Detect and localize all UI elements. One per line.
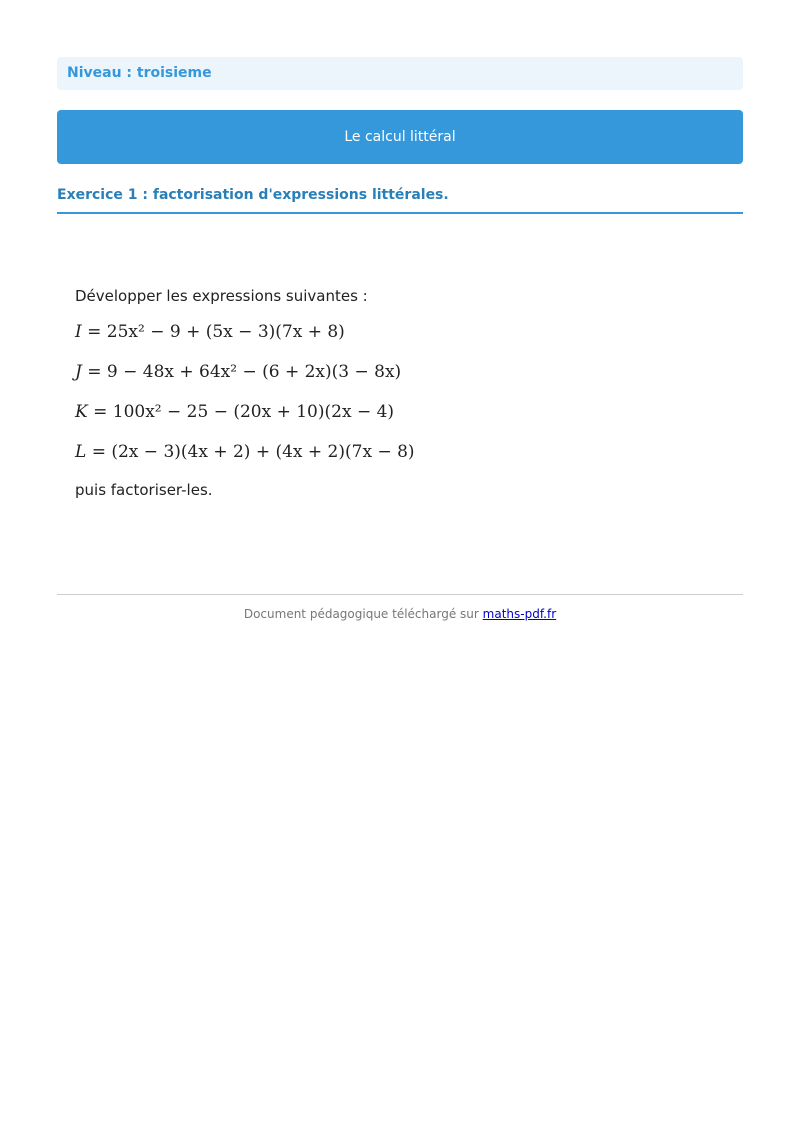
expression-item	[75, 312, 725, 352]
expression-name: I	[75, 322, 82, 342]
level-badge	[57, 57, 743, 90]
expression-name: J	[75, 362, 82, 382]
expression-value: = 25x² − 9 + (5x − 3)(7x + 8)	[87, 322, 345, 342]
expression-value: = (2x − 3)(4x + 2) + (4x + 2)(7x − 8)	[91, 442, 415, 462]
exercise-title: Exercice 1 : factorisation d'expressions littérales.	[57, 187, 449, 203]
footer-link[interactable]: maths-pdf.fr	[482, 607, 557, 621]
exercise-heading	[57, 184, 743, 214]
expression-name: L	[75, 442, 87, 462]
exercise-closing: puis factoriser-les.	[75, 481, 213, 499]
expression-item	[75, 432, 725, 472]
course-title-banner	[57, 110, 743, 164]
footer-text: Document pédagogique téléchargé sur	[243, 607, 479, 621]
footer-divider	[57, 594, 743, 595]
expression-item	[75, 392, 725, 432]
exercise-body	[75, 280, 725, 508]
course-title: Le calcul littéral	[344, 129, 456, 145]
expression-item	[75, 352, 725, 392]
expression-list	[75, 312, 725, 472]
expression-value: = 9 − 48x + 64x² − (6 + 2x)(3 − 8x)	[87, 362, 402, 382]
level-label: Niveau : troisieme	[67, 65, 212, 81]
expression-name: K	[75, 402, 88, 422]
footer	[57, 604, 743, 624]
exercise-instruction: Développer les expressions suivantes :	[75, 287, 368, 305]
expression-value: = 100x² − 25 − (20x + 10)(2x − 4)	[93, 402, 395, 422]
